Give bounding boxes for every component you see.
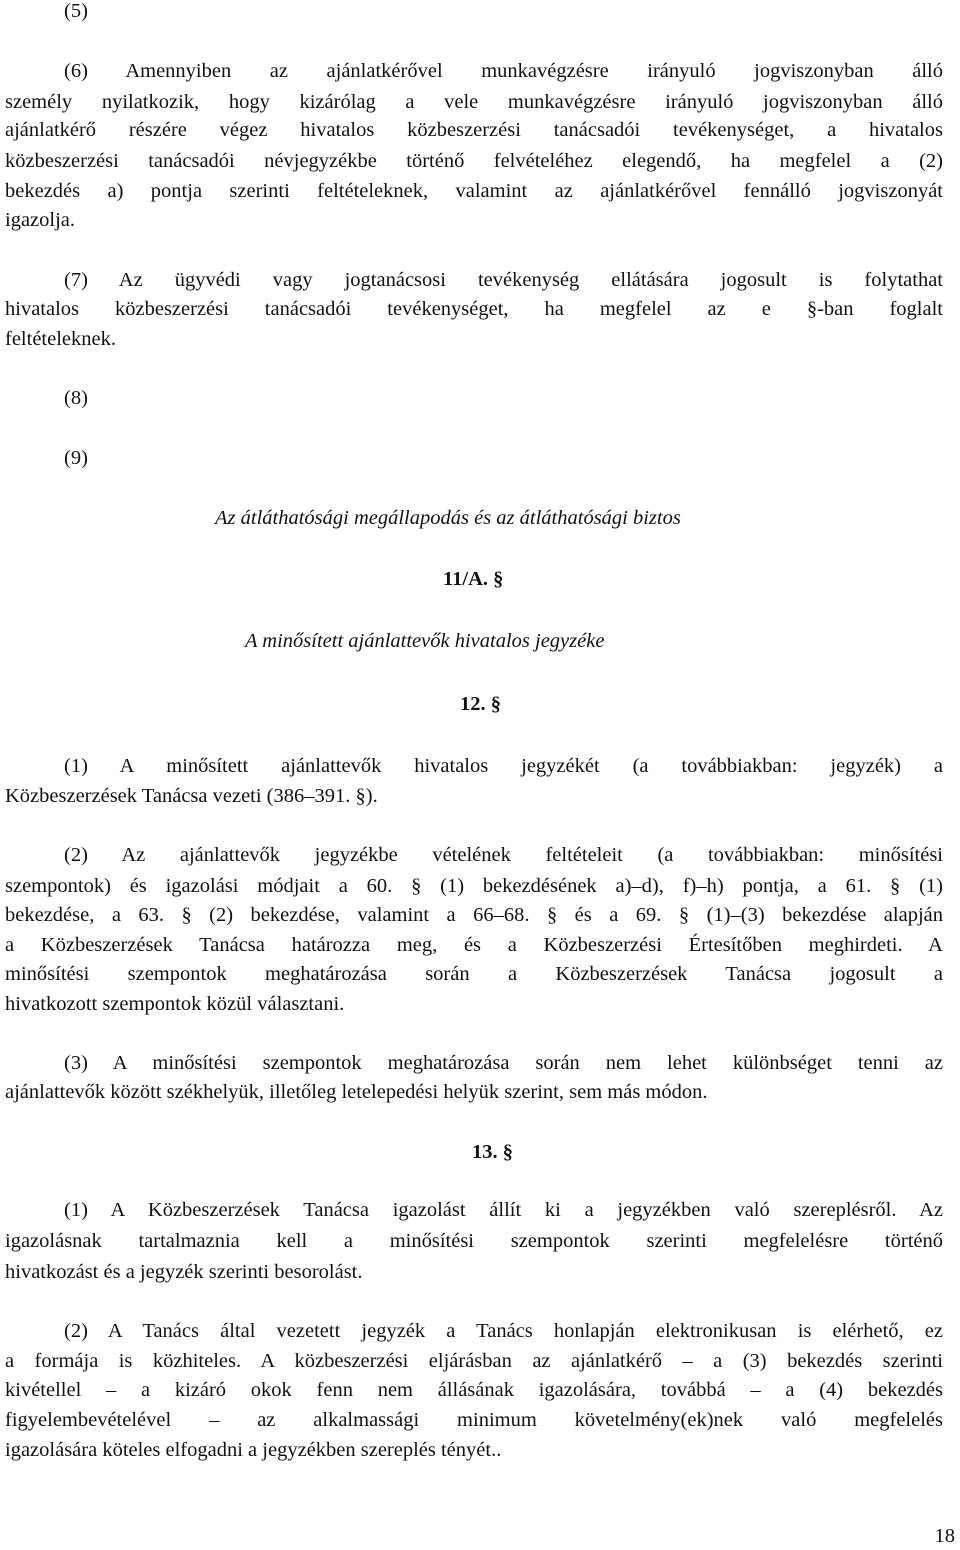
text-line: bekezdése, a 63. § (2) bekezdése, valamint a 66–68. § és a 69. § (1)–(3) bekezdése alapján — [5, 904, 943, 926]
paragraph-8-label: (8) — [64, 387, 88, 409]
text-line: hivatalos közbeszerzési tanácsadói tevékenységet, ha megfelel az e §-ban foglalt — [5, 298, 943, 320]
section-heading-list: A minősített ajánlattevők hivatalos jegyzéke — [245, 630, 605, 652]
section-number-12: 12. § — [460, 693, 501, 715]
text-line: Közbeszerzések Tanácsa vezeti (386–391. §). — [5, 785, 378, 807]
section-heading-transparency: Az átláthatósági megállapodás és az átláthatósági biztos — [215, 507, 681, 529]
text-line: (2) Az ajánlattevők jegyzékbe vételének feltételeit (a továbbiakban: minősítési — [64, 844, 943, 866]
text-line: minősítési szempontok meghatározása során a Közbeszerzések Tanácsa jogosult a — [5, 963, 943, 985]
text-line: igazolja. — [5, 209, 76, 231]
text-line: (2) A Tanács által vezetett jegyzék a Tanács honlapján elektronikusan is elérhető, ez — [64, 1320, 943, 1342]
text-line: ajánlattevők között székhelyük, illetőleg letelepedési helyük szerint, sem más módon. — [5, 1081, 708, 1103]
text-line: igazolására köteles elfogadni a jegyzékben szereplés tényét.. — [5, 1439, 502, 1461]
text-line: figyelembevételével – az alkalmassági minimum követelmény(ek)nek való megfelelés — [5, 1409, 943, 1431]
text-line: hivatkozást és a jegyzék szerinti besorolást. — [5, 1261, 363, 1283]
text-line: közbeszerzési tanácsadói névjegyzékbe történő felvételéhez elegendő, ha megfelel a (2) — [5, 150, 943, 172]
text-line: igazolásnak tartalmaznia kell a minősítési szempontok szerinti megfelelésre történő — [5, 1230, 943, 1252]
text-line: ajánlatkérő részére végez hivatalos közbeszerzési tanácsadói tevékenységet, a hivatalos — [5, 119, 943, 141]
text-line: (3) A minősítési szempontok meghatározása során nem lehet különbséget tenni az — [64, 1052, 943, 1074]
section-number-13: 13. § — [472, 1141, 513, 1163]
text-line: (1) A Közbeszerzések Tanácsa igazolást állít ki a jegyzékben való szereplésről. Az — [64, 1199, 943, 1221]
text-line: feltételeknek. — [5, 328, 116, 350]
text-line: hivatkozott szempontok közül választani. — [5, 993, 345, 1015]
text-line: szempontok) és igazolási módjait a 60. § (1) bekezdésének a)–d), f)–h) pontja, a 61. § (1) — [5, 875, 943, 897]
text-line: (1) A minősített ajánlattevők hivatalos jegyzékét (a továbbiakban: jegyzék) a — [64, 755, 943, 777]
text-line: (7) Az ügyvédi vagy jogtanácsosi tevékenység ellátására jogosult is folytathat — [64, 269, 943, 291]
text-line: a Közbeszerzések Tanácsa határozza meg, és a Közbeszerzési Értesítőben meghirdeti. A — [5, 934, 943, 956]
text-line: kivétellel – a kizáró okok fenn nem állásának igazolására, továbbá – a (4) bekezdés — [5, 1379, 943, 1401]
section-number-11a: 11/A. § — [443, 568, 504, 590]
text-line: személy nyilatkozik, hogy kizárólag a vele munkavégzésre irányuló jogviszonyban álló — [5, 91, 943, 113]
text-line: a formája is közhiteles. A közbeszerzési eljárásban az ajánlatkérő – a (3) bekezdés szerinti — [5, 1350, 943, 1372]
paragraph-5-label: (5) — [64, 0, 88, 22]
text-line: (6) Amennyiben az ajánlatkérővel munkavégzésre irányuló jogviszonyban álló — [64, 60, 943, 82]
page-number: 18 — [934, 1525, 955, 1547]
text-line: bekezdés a) pontja szerinti feltételeknek, valamint az ajánlatkérővel fennálló jogviszonyát — [5, 180, 943, 202]
paragraph-9-label: (9) — [64, 447, 88, 469]
